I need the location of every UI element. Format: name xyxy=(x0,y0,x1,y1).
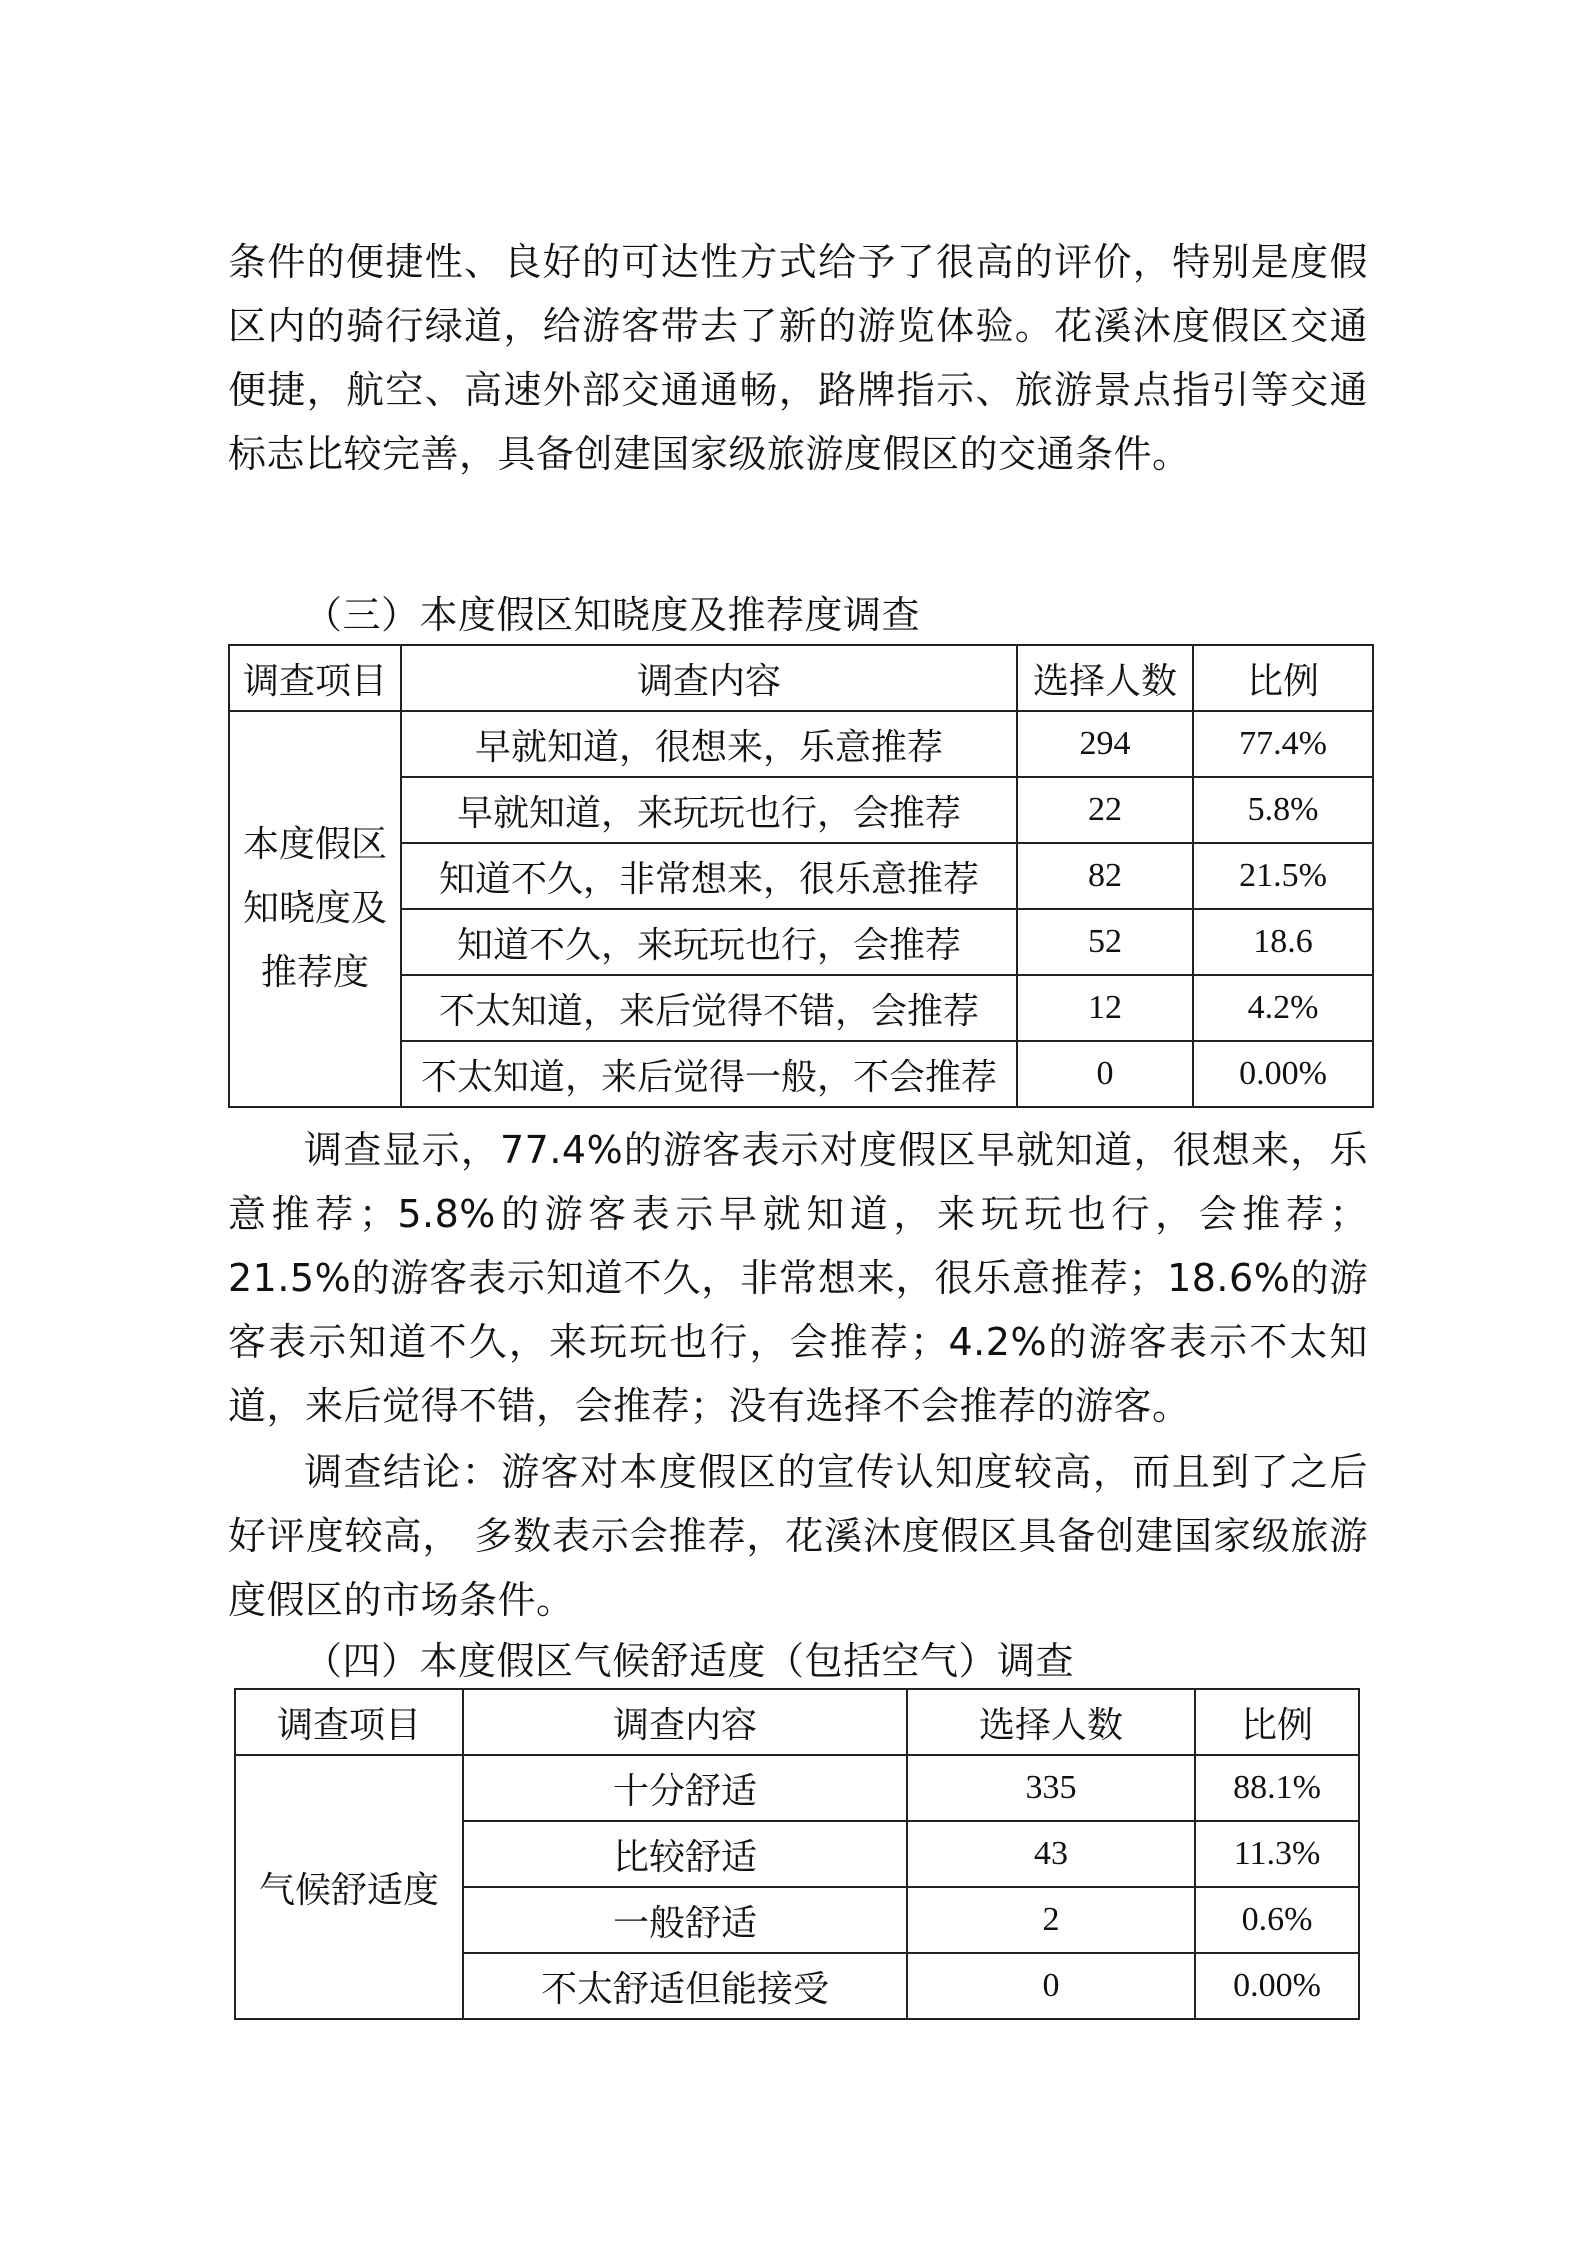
content-cell: 早就知道，来玩玩也行，会推荐 xyxy=(401,777,1017,843)
header-count: 选择人数 xyxy=(1017,645,1193,711)
intro-paragraph: 条件的便捷性、良好的可达性方式给予了很高的评价，特别是度假区内的骑行绿道，给游客带去了新的游览体验。花溪沐度假区交通便捷，航空、高速外部交通通畅，路牌指示、旅游景点指引等交通标志比较完善，具备创建国家级旅游度假区的交通条件。 xyxy=(228,240,1368,476)
header-ratio: 比例 xyxy=(1193,645,1373,711)
content-cell: 不太舒适但能接受 xyxy=(463,1953,907,2019)
table-header-row xyxy=(229,645,1373,711)
content-cell: 知道不久，来玩玩也行，会推荐 xyxy=(401,909,1017,975)
category-line: 知晓度及 xyxy=(242,888,387,929)
content-cell: 比较舒适 xyxy=(463,1821,907,1887)
table-row xyxy=(229,843,1373,909)
count-cell: 43 xyxy=(907,1821,1195,1887)
ratio-cell: 0.00% xyxy=(1195,1953,1359,2019)
content-cell: 不太知道，来后觉得一般，不会推荐 xyxy=(401,1041,1017,1107)
ratio-cell: 88.1% xyxy=(1195,1755,1359,1821)
header-item: 调查项目 xyxy=(229,645,401,711)
header-content: 调查内容 xyxy=(463,1689,907,1755)
header-item: 调查项目 xyxy=(235,1689,463,1755)
table-row xyxy=(229,711,1373,777)
count-cell: 22 xyxy=(1017,777,1193,843)
ratio-cell: 0.00% xyxy=(1193,1041,1373,1107)
content-cell: 早就知道，很想来，乐意推荐 xyxy=(401,711,1017,777)
count-cell: 294 xyxy=(1017,711,1193,777)
ratio-cell: 4.2% xyxy=(1193,975,1373,1041)
table-row xyxy=(235,1755,1359,1821)
count-cell: 0 xyxy=(907,1953,1195,2019)
section4-heading: （四）本度假区气候舒适度（包括空气）调查 xyxy=(304,1639,1075,1683)
count-cell: 0 xyxy=(1017,1041,1193,1107)
count-cell: 52 xyxy=(1017,909,1193,975)
count-cell: 335 xyxy=(907,1755,1195,1821)
category-cell xyxy=(229,711,401,1107)
conclusion-paragraph: 调查结论：游客对本度假区的宣传认知度较高，而且到了之后好评度较高， 多数表示会推荐，花溪沐度假区具备创建国家级旅游度假区的市场条件。 xyxy=(228,1450,1368,1622)
header-content: 调查内容 xyxy=(401,645,1017,711)
header-ratio: 比例 xyxy=(1195,1689,1359,1755)
findings-paragraph: 调查显示，77.4%的游客表示对度假区早就知道，很想来，乐意推荐；5.8%的游客表示早就知道，来玩玩也行，会推荐；21.5%的游客表示知道不久，非常想来，很乐意推荐；18.6%的游客表示知道不久，来玩玩也行，会推荐；4.2%的游客表示不太知道，来后觉得不错，会推荐；没有选择不会推荐的游客。 xyxy=(228,1128,1368,1428)
table-row xyxy=(229,1041,1373,1107)
ratio-cell: 77.4% xyxy=(1193,711,1373,777)
table-row xyxy=(229,975,1373,1041)
ratio-cell: 0.6% xyxy=(1195,1887,1359,1953)
content-cell: 知道不久，非常想来，很乐意推荐 xyxy=(401,843,1017,909)
ratio-cell: 21.5% xyxy=(1193,843,1373,909)
section3-heading: （三）本度假区知晓度及推荐度调查 xyxy=(304,593,921,637)
count-cell: 82 xyxy=(1017,843,1193,909)
content-cell: 十分舒适 xyxy=(463,1755,907,1821)
table-header-row xyxy=(235,1689,1359,1755)
count-cell: 12 xyxy=(1017,975,1193,1041)
ratio-cell: 5.8% xyxy=(1193,777,1373,843)
count-cell: 2 xyxy=(907,1887,1195,1953)
category-line: 推荐度 xyxy=(260,952,369,993)
table-row xyxy=(229,909,1373,975)
ratio-cell: 18.6 xyxy=(1193,909,1373,975)
header-count: 选择人数 xyxy=(907,1689,1195,1755)
climate-table xyxy=(234,1688,1360,2020)
content-cell: 一般舒适 xyxy=(463,1887,907,1953)
category-line: 本度假区 xyxy=(242,824,387,865)
awareness-table xyxy=(228,644,1374,1108)
category-cell: 气候舒适度 xyxy=(235,1755,463,2019)
content-cell: 不太知道，来后觉得不错，会推荐 xyxy=(401,975,1017,1041)
ratio-cell: 11.3% xyxy=(1195,1821,1359,1887)
table-row xyxy=(229,777,1373,843)
